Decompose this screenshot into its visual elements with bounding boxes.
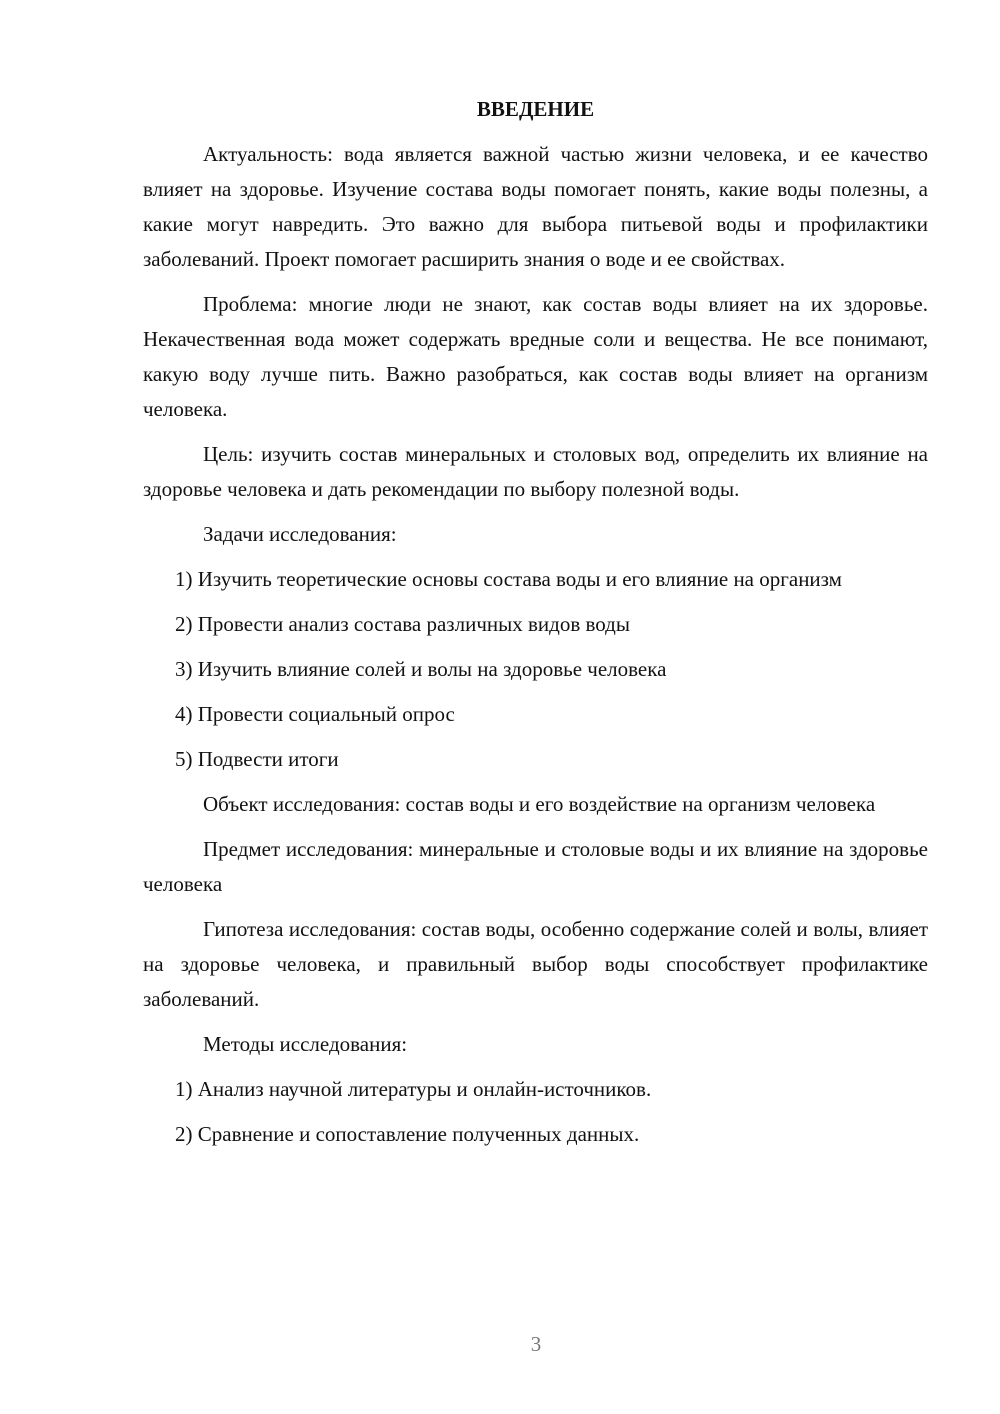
problem-paragraph: Проблема: многие люди не знают, как состав воды влияет на их здоровье. Некачественная вода может содержать вредные соли и вещества. Не все понимают, какую воду лучше пить. Важно разобраться, как состав воды влияет на организм человека. xyxy=(143,292,928,421)
object-paragraph: Объект исследования: состав воды и его воздействие на организм человека xyxy=(203,792,876,816)
document-page xyxy=(143,92,928,1162)
task-item-1: 1) Изучить теоретические основы состава воды и его влияние на организм xyxy=(175,567,842,591)
method-item-1: 1) Анализ научной литературы и онлайн-источников. xyxy=(175,1077,652,1101)
subject-paragraph: Предмет исследования: минеральные и столовые воды и их влияние на здоровье человека xyxy=(143,837,928,896)
page-title: ВВЕДЕНИЕ xyxy=(476,97,595,121)
task-item-5: 5) Подвести итоги xyxy=(175,747,339,771)
task-item-2: 2) Провести анализ состава различных видов воды xyxy=(175,612,630,636)
task-item-3: 3) Изучить влияние солей и волы на здоровье человека xyxy=(175,657,667,681)
methods-heading: Методы исследования: xyxy=(203,1032,408,1056)
goal-paragraph: Цель: изучить состав минеральных и столовых вод, определить их влияние на здоровье человека и дать рекомендации по выбору полезной воды. xyxy=(143,442,928,501)
page-number: 3 xyxy=(530,1332,542,1356)
relevance-paragraph: Актуальность: вода является важной частью жизни человека, и ее качество влияет на здоровье. Изучение состава воды помогает понять, какие воды полезны, а какие могут навредить. Это важно для выбора питьевой воды и профилактики заболеваний. Проект помогает расширить знания о воде и ее свойствах. xyxy=(143,142,928,271)
tasks-heading: Задачи исследования: xyxy=(203,522,397,546)
task-item-4: 4) Провести социальный опрос xyxy=(175,702,455,726)
method-item-2: 2) Сравнение и сопоставление полученных данных. xyxy=(175,1122,640,1146)
hypothesis-paragraph: Гипотеза исследования: состав воды, особенно содержание солей и волы, влияет на здоровье человека, и правильный выбор воды способствует профилактике заболеваний. xyxy=(143,917,928,1011)
